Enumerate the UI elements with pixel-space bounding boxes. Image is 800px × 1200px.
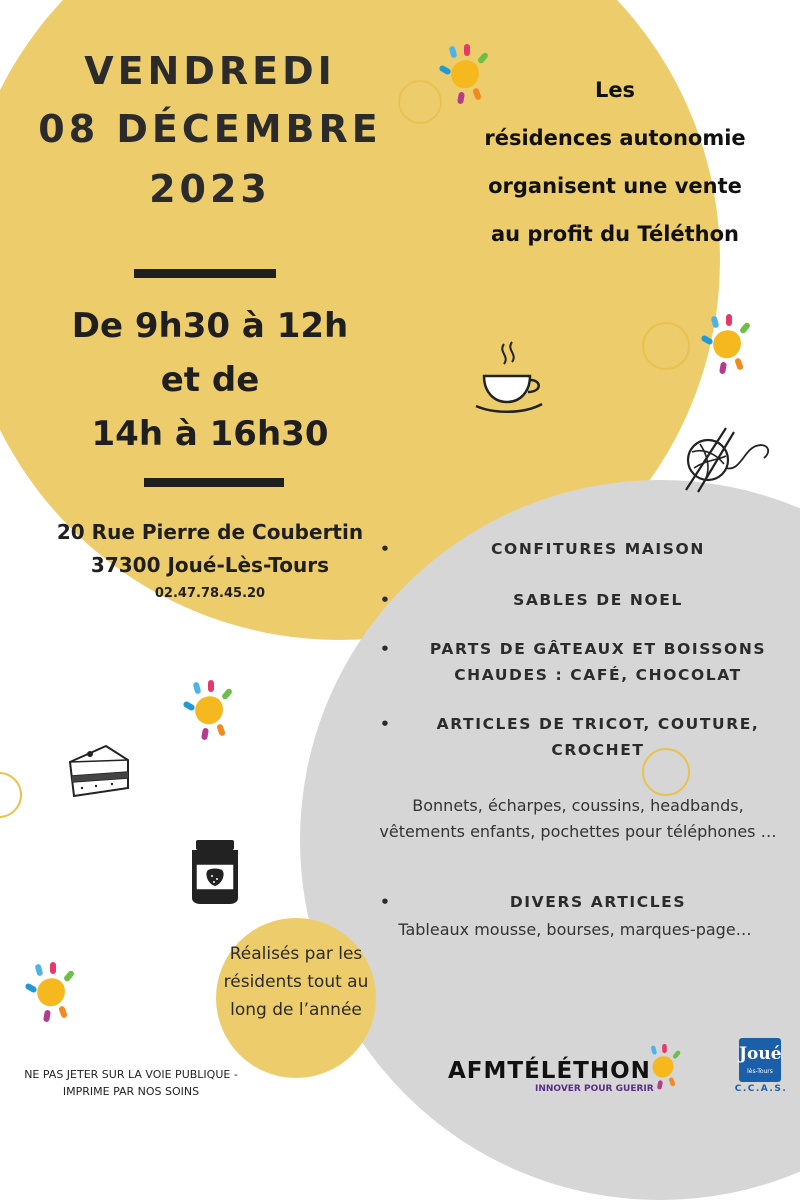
joue-logo-subtext: lès-Tours: [747, 1068, 773, 1075]
ccas-label: C.C.A.S.: [734, 1084, 788, 1094]
divider-bar: [144, 478, 284, 487]
notice-line-1: NE PAS JETER SUR LA VOIE PUBLIQUE -: [24, 1068, 238, 1081]
hours-line-2: et de: [160, 360, 260, 400]
bullet: •: [380, 591, 392, 609]
badge-text: Réalisés par les résidents tout au long de l’année: [223, 944, 369, 1020]
phone-number: 02.47.78.45.20: [154, 586, 266, 601]
list-item: [380, 636, 790, 688]
intro-line-3: organisent une vente: [488, 174, 742, 198]
decor-ring: [642, 322, 690, 370]
notice-line-2: IMPRIME PAR NOS SOINS: [62, 1085, 200, 1098]
hours-line-1: De 9h30 à 12h: [71, 306, 349, 346]
telethon-flower-icon: [700, 314, 762, 380]
intro-line-1: Les: [594, 78, 636, 102]
address-street: 20 Rue Pierre de Coubertin: [56, 520, 364, 544]
list-item-label: DIVERS ARTICLES: [509, 893, 687, 911]
afm-telethon-logo: AFMTÉLÉTHON: [448, 1058, 651, 1084]
joue-logo-text: Joué: [739, 1044, 782, 1064]
bullet: •: [380, 540, 392, 558]
address-city: 37300 Joué-Lès-Tours: [90, 553, 330, 577]
coffee-cup-icon: [474, 340, 548, 420]
knit-details: Bonnets, écharpes, coussins, headbands, vêtements enfants, pochettes pour téléphones …: [379, 796, 777, 841]
list-item: [380, 536, 790, 562]
intro-line-4: au profit du Téléthon: [490, 222, 740, 246]
telethon-flower-icon: [182, 680, 244, 746]
telethon-flower-icon: [24, 962, 86, 1028]
divider-bar: [134, 269, 276, 278]
jam-jar-icon: [186, 836, 244, 906]
bullet: •: [380, 893, 392, 911]
list-item: [380, 889, 790, 915]
list-item: [380, 711, 790, 763]
list-item: [380, 587, 790, 613]
yarn-ball-icon: [680, 420, 776, 494]
misc-details: Tableaux mousse, bourses, marques-page…: [398, 920, 752, 939]
cake-slice-icon: [66, 742, 132, 800]
list-item-label: SABLES DE NOEL: [513, 591, 683, 609]
afm-tagline: INNOVER POUR GUERIR: [535, 1084, 654, 1094]
telethon-flower-icon: [642, 1044, 690, 1094]
joue-les-tours-logo: [739, 1038, 781, 1082]
intro-line-2: résidences autonomie: [484, 126, 746, 150]
bullet: •: [380, 640, 392, 658]
date-line-2: 08 DÉCEMBRE: [38, 107, 382, 151]
date-line-1: VENDREDI: [84, 49, 336, 93]
list-item-label: ARTICLES DE TRICOT, COUTURE, CROCHET: [436, 715, 760, 759]
list-item-label: PARTS DE GÂTEAUX ET BOISSONS CHAUDES : CAFÉ, CHOCOLAT: [429, 640, 767, 684]
date-line-3: 2023: [149, 167, 271, 211]
list-item-label: CONFITURES MAISON: [491, 540, 705, 558]
hours-line-3: 14h à 16h30: [91, 414, 329, 454]
bullet: •: [380, 715, 392, 733]
decor-ring: [0, 772, 22, 818]
